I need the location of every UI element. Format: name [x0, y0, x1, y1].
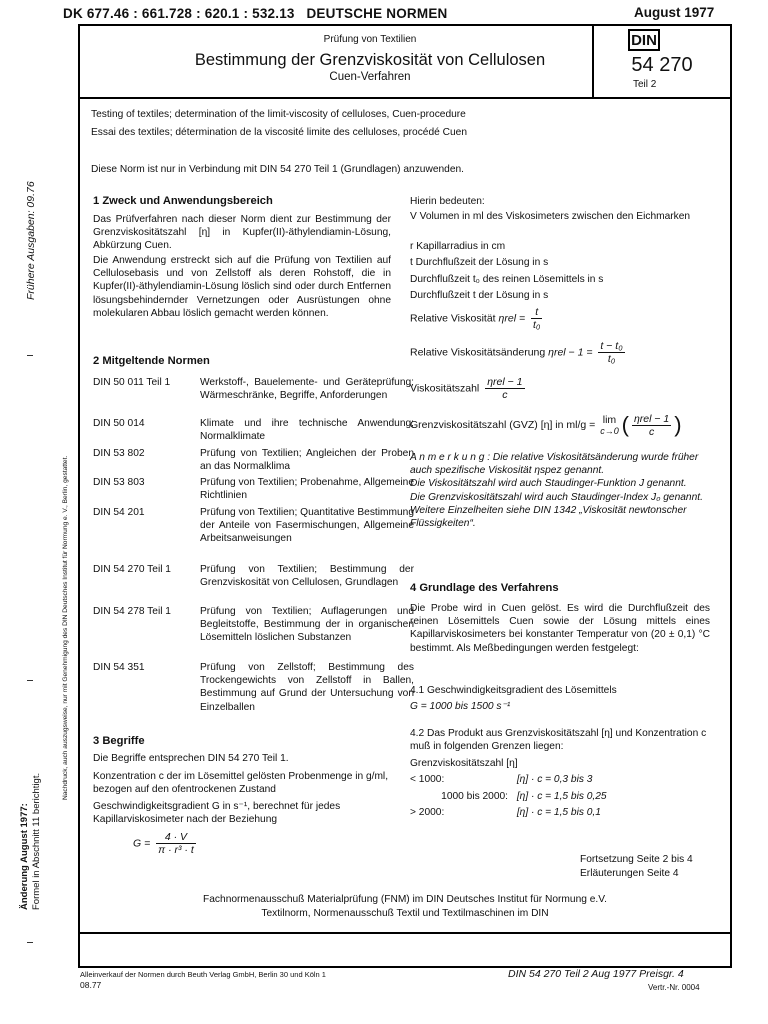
number-label: Viskositätszahl	[410, 382, 480, 395]
change-fraction	[598, 340, 624, 365]
margin-tick	[27, 355, 33, 356]
number-numerator: ηrel − 1	[487, 376, 523, 388]
divider-title	[78, 97, 732, 99]
limits-range: > 2000:	[410, 807, 445, 818]
gvz-formula	[410, 412, 682, 438]
din-logo: DIN	[628, 29, 660, 51]
number-fraction	[485, 376, 524, 401]
viscosity-change-formula	[410, 340, 628, 365]
section1-paragraph2: Die Anwendung erstreckt sich auf die Prüfung von Textilien auf Cellulosebasis und von Zellstoff als deren Rohstoff, die in Kupfer(II)-äthylendiamin-Lösung löslich sind oder durch Entfernen lösungsbehindernder Vernetzungen oder Ausrüstungen ohne molekularen Abbau löslich gemacht werden können.	[93, 255, 391, 319]
title-procedure: Cuen-Verfahren	[329, 71, 411, 83]
change-label: Relative Viskositätsänderung	[410, 346, 546, 359]
rel-label: Relative Viskosität	[410, 312, 496, 325]
section1-paragraph1: Das Prüfverfahren nach dieser Norm dient zur Bestimmung der Grenzviskositätszahl [η] in Kupfer(II)-äthylendiamin-Lösung, Abkürzung Cuen.	[93, 214, 391, 252]
section3-paragraph2: Konzentration c der im Lösemittel gelösten Probenmenge in g/ml, bezogen auf den ofentrockenen Zustand	[93, 771, 389, 796]
change-numerator: t − t₀	[600, 340, 623, 352]
section41-heading: 4.1 Geschwindigkeitsgradient des Lösemittels	[410, 685, 617, 696]
gvz-label: Grenzviskositätszahl (GVZ) [η] in ml/g =	[410, 418, 596, 431]
section2-heading: 2 Mitgeltende Normen	[93, 355, 210, 367]
note-line3: Die Grenzviskositätszahl wird auch Staudinger-Index J₀ genannt.	[410, 491, 703, 503]
rel-lhs: ηrel =	[498, 312, 526, 325]
section4-heading: 4 Grundlage des Verfahrens	[410, 582, 559, 594]
gvz-limit	[600, 414, 619, 436]
limits-range: < 1000:	[410, 774, 445, 785]
norm-desc: Prüfung von Textilien; Bestimmung der Grenzviskosität von Cellulosen, Grundlagen	[200, 564, 414, 589]
note-line4: Weitere Einzelheiten siehe DIN 1342 „Viskosität newtonscher Flüssigkeiten“.	[410, 504, 687, 530]
divider-din-box	[592, 24, 594, 98]
norm-desc: Werkstoff-, Bauelemente- und Geräteprüfung; Wärmeschränke, Begriffe, Anforderungen	[200, 377, 414, 402]
norm-code: DIN 54 278 Teil 1	[93, 606, 171, 617]
classification-header	[63, 6, 447, 21]
change-note-text: Formel in Abschnitt 11 berichtigt.	[31, 772, 42, 910]
dk-classification: DK 677.46 : 661.728 : 620.1 : 532.13	[63, 6, 295, 21]
change-lhs: ηrel − 1 =	[548, 346, 593, 359]
section41-value: G = 1000 bis 1500 s⁻¹	[410, 701, 511, 712]
norm-code: DIN 54 351	[93, 662, 145, 673]
formula-lhs: G =	[133, 837, 151, 850]
limits-range: 1000 bis 2000:	[441, 791, 508, 802]
gvz-paren-open: (	[621, 412, 629, 437]
gvz-numerator: ηrel − 1	[633, 412, 670, 425]
formula-fraction	[156, 831, 196, 856]
section4-paragraph: Die Probe wird in Cuen gelöst. Es wird die Durchflußzeit des reinen Lösemittels Cuen sowie der Lösung mittels eines Kapillarviskosimeters bei konstanter Temperatur von (20 ± 0,1) °C bestimmt. Als Meßbedingungen werden festgelegt:	[410, 603, 710, 654]
continuation-line1: Fortsetzung Seite 2 bis 4	[580, 854, 693, 865]
gvz-fraction	[632, 413, 671, 438]
section3-paragraph3: Geschwindigkeitsgradient G in s⁻¹, berechnet für jedes Kapillarviskosimeter nach der Beziehung	[93, 801, 341, 826]
definitions-intro: Hierin bedeuten:	[410, 196, 485, 207]
norm-code: DIN 50 011 Teil 1	[93, 377, 171, 388]
rel-denominator: t₀	[533, 319, 541, 331]
formula-denominator: π · r³ · t	[158, 844, 194, 856]
definition-t0: Durchflußzeit t₀ des reinen Lösemittels in s	[410, 274, 604, 285]
norm-desc: Klimate und ihre technische Anwendung; Normalklimate	[200, 418, 414, 443]
title-subtitle: Prüfung von Textilien	[323, 34, 417, 45]
limits-value: [η] · c = 1,5 bis 0,25	[516, 791, 607, 802]
rel-fraction	[531, 306, 542, 331]
continuation-line2: Erläuterungen Seite 4	[580, 868, 679, 879]
english-title: Testing of textiles; determination of the limit-viscosity of celluloses, Cuen-procedure	[91, 109, 466, 120]
formula-numerator: 4 · V	[156, 831, 196, 844]
limits-value: [η] · c = 1,5 bis 0,1	[516, 807, 601, 818]
norm-desc: Prüfung von Textilien; Probenahme, Allgemeine Richtlinien	[200, 477, 414, 502]
norm-code: DIN 54 201	[93, 507, 145, 518]
margin-tick	[27, 942, 33, 943]
divider-bottom	[78, 932, 732, 934]
norm-desc: Prüfung von Textilien; Quantitative Bestimmung der Anteile von Fasermischungen, Allgemeine Arbeitsanweisungen	[200, 507, 414, 545]
gvz-sub: c→0	[600, 426, 619, 436]
gradient-formula	[133, 831, 199, 856]
gvz-denominator: c	[648, 425, 655, 438]
number-denominator: c	[502, 389, 508, 401]
change-denominator: t₀	[607, 353, 616, 365]
footer-reference: DIN 54 270 Teil 2 Aug 1977 Preisgr. 4	[508, 968, 684, 980]
limits-row	[410, 773, 710, 786]
limits-row	[410, 806, 710, 819]
norm-code: DIN 53 802	[93, 448, 145, 459]
din-number: 54 270	[631, 54, 693, 76]
norm-code: DIN 50 014	[93, 418, 145, 429]
note-label: A n m e r k u n g :	[410, 452, 491, 463]
french-title: Essai des textiles; détermination de la viscosité limite des celluloses, procédé Cuen	[91, 127, 467, 138]
edition-code: 08.77	[80, 980, 102, 990]
definition-tt: Durchflußzeit t der Lösung in s	[410, 290, 549, 301]
gvz-paren-close: )	[674, 412, 682, 437]
committee-line1: Fachnormenausschuß Materialprüfung (FNM) im DIN Deutsches Institut für Normung e.V.	[203, 894, 607, 905]
section1-heading: 1 Zweck und Anwendungsbereich	[93, 195, 273, 207]
change-note-title: Änderung August 1977:	[19, 803, 30, 910]
issue-date: August 1977	[634, 5, 715, 20]
gvz-lim: lim	[602, 414, 617, 426]
definition-t: t Durchflußzeit der Lösung in s	[410, 257, 549, 268]
page-title: Bestimmung der Grenzviskosität von Cellulosen	[194, 51, 546, 69]
rel-numerator: t	[531, 306, 542, 319]
order-number: Vertr.-Nr. 0004	[648, 983, 700, 992]
publisher: DEUTSCHE NORMEN	[306, 6, 448, 21]
section42-heading: 4.2 Das Produkt aus Grenzviskositätszahl [η] und Konzentration c muß in folgenden Grenzen liegen:	[410, 728, 707, 753]
limits-table-head: Grenzviskositätszahl [η]	[410, 758, 518, 769]
norm-code: DIN 54 270 Teil 1	[93, 564, 171, 575]
norm-desc: Prüfung von Zellstoff; Bestimmung des Trockengewichts von Zellstoff in Ballen, Bestimmung auf Grund der Untersuchung von Einzelballen	[200, 662, 414, 713]
note-line1: Die relative Viskositätsänderung wurde früher auch spezifische Viskosität ηspez genannt.	[410, 452, 699, 477]
limits-value: [η] · c = 0,3 bis 3	[516, 774, 593, 785]
note-line2: Die Viskositätszahl wird auch Staudinger-Funktion J genannt.	[410, 478, 687, 490]
earlier-editions: Frühere Ausgaben: 09.76	[25, 181, 37, 300]
limits-row	[410, 790, 710, 803]
norm-code: DIN 53 803	[93, 477, 145, 488]
relative-viscosity-formula	[410, 306, 545, 331]
viscosity-number-formula	[410, 376, 528, 401]
committee-line2: Textilnorm, Normenausschuß Textil und Textilmaschinen im DIN	[261, 908, 549, 919]
norm-desc: Prüfung von Textilien; Auflagerungen und Begleitstoffe, Bestimmung der in organischen Lösemitteln löslichen Substanzen	[200, 606, 414, 644]
definition-v: V Volumen in ml des Viskosimeters zwischen den Eichmarken	[410, 211, 691, 222]
margin-tick	[27, 680, 33, 681]
din-part: Teil 2	[633, 79, 657, 90]
intro-note: Diese Norm ist nur in Verbindung mit DIN 54 270 Teil 1 (Grundlagen) anzuwenden.	[91, 164, 464, 175]
note-block	[410, 451, 710, 530]
sale-notice: Alleinverkauf der Normen durch Beuth Verlag GmbH, Berlin 30 und Köln 1	[80, 970, 326, 979]
norm-desc: Prüfung von Textilien; Angleichen der Proben an das Normalklima	[200, 448, 414, 473]
section3-heading: 3 Begriffe	[93, 735, 145, 747]
definition-r: r Kapillarradius in cm	[410, 241, 506, 252]
copyright-notice: Nachdruck, auch auszugsweise, nur mit Genehmigung des DIN Deutsches Institut für Normung e. V., Berlin, gestattet.	[62, 455, 69, 800]
section3-paragraph1: Die Begriffe entsprechen DIN 54 270 Teil 1.	[93, 753, 289, 764]
